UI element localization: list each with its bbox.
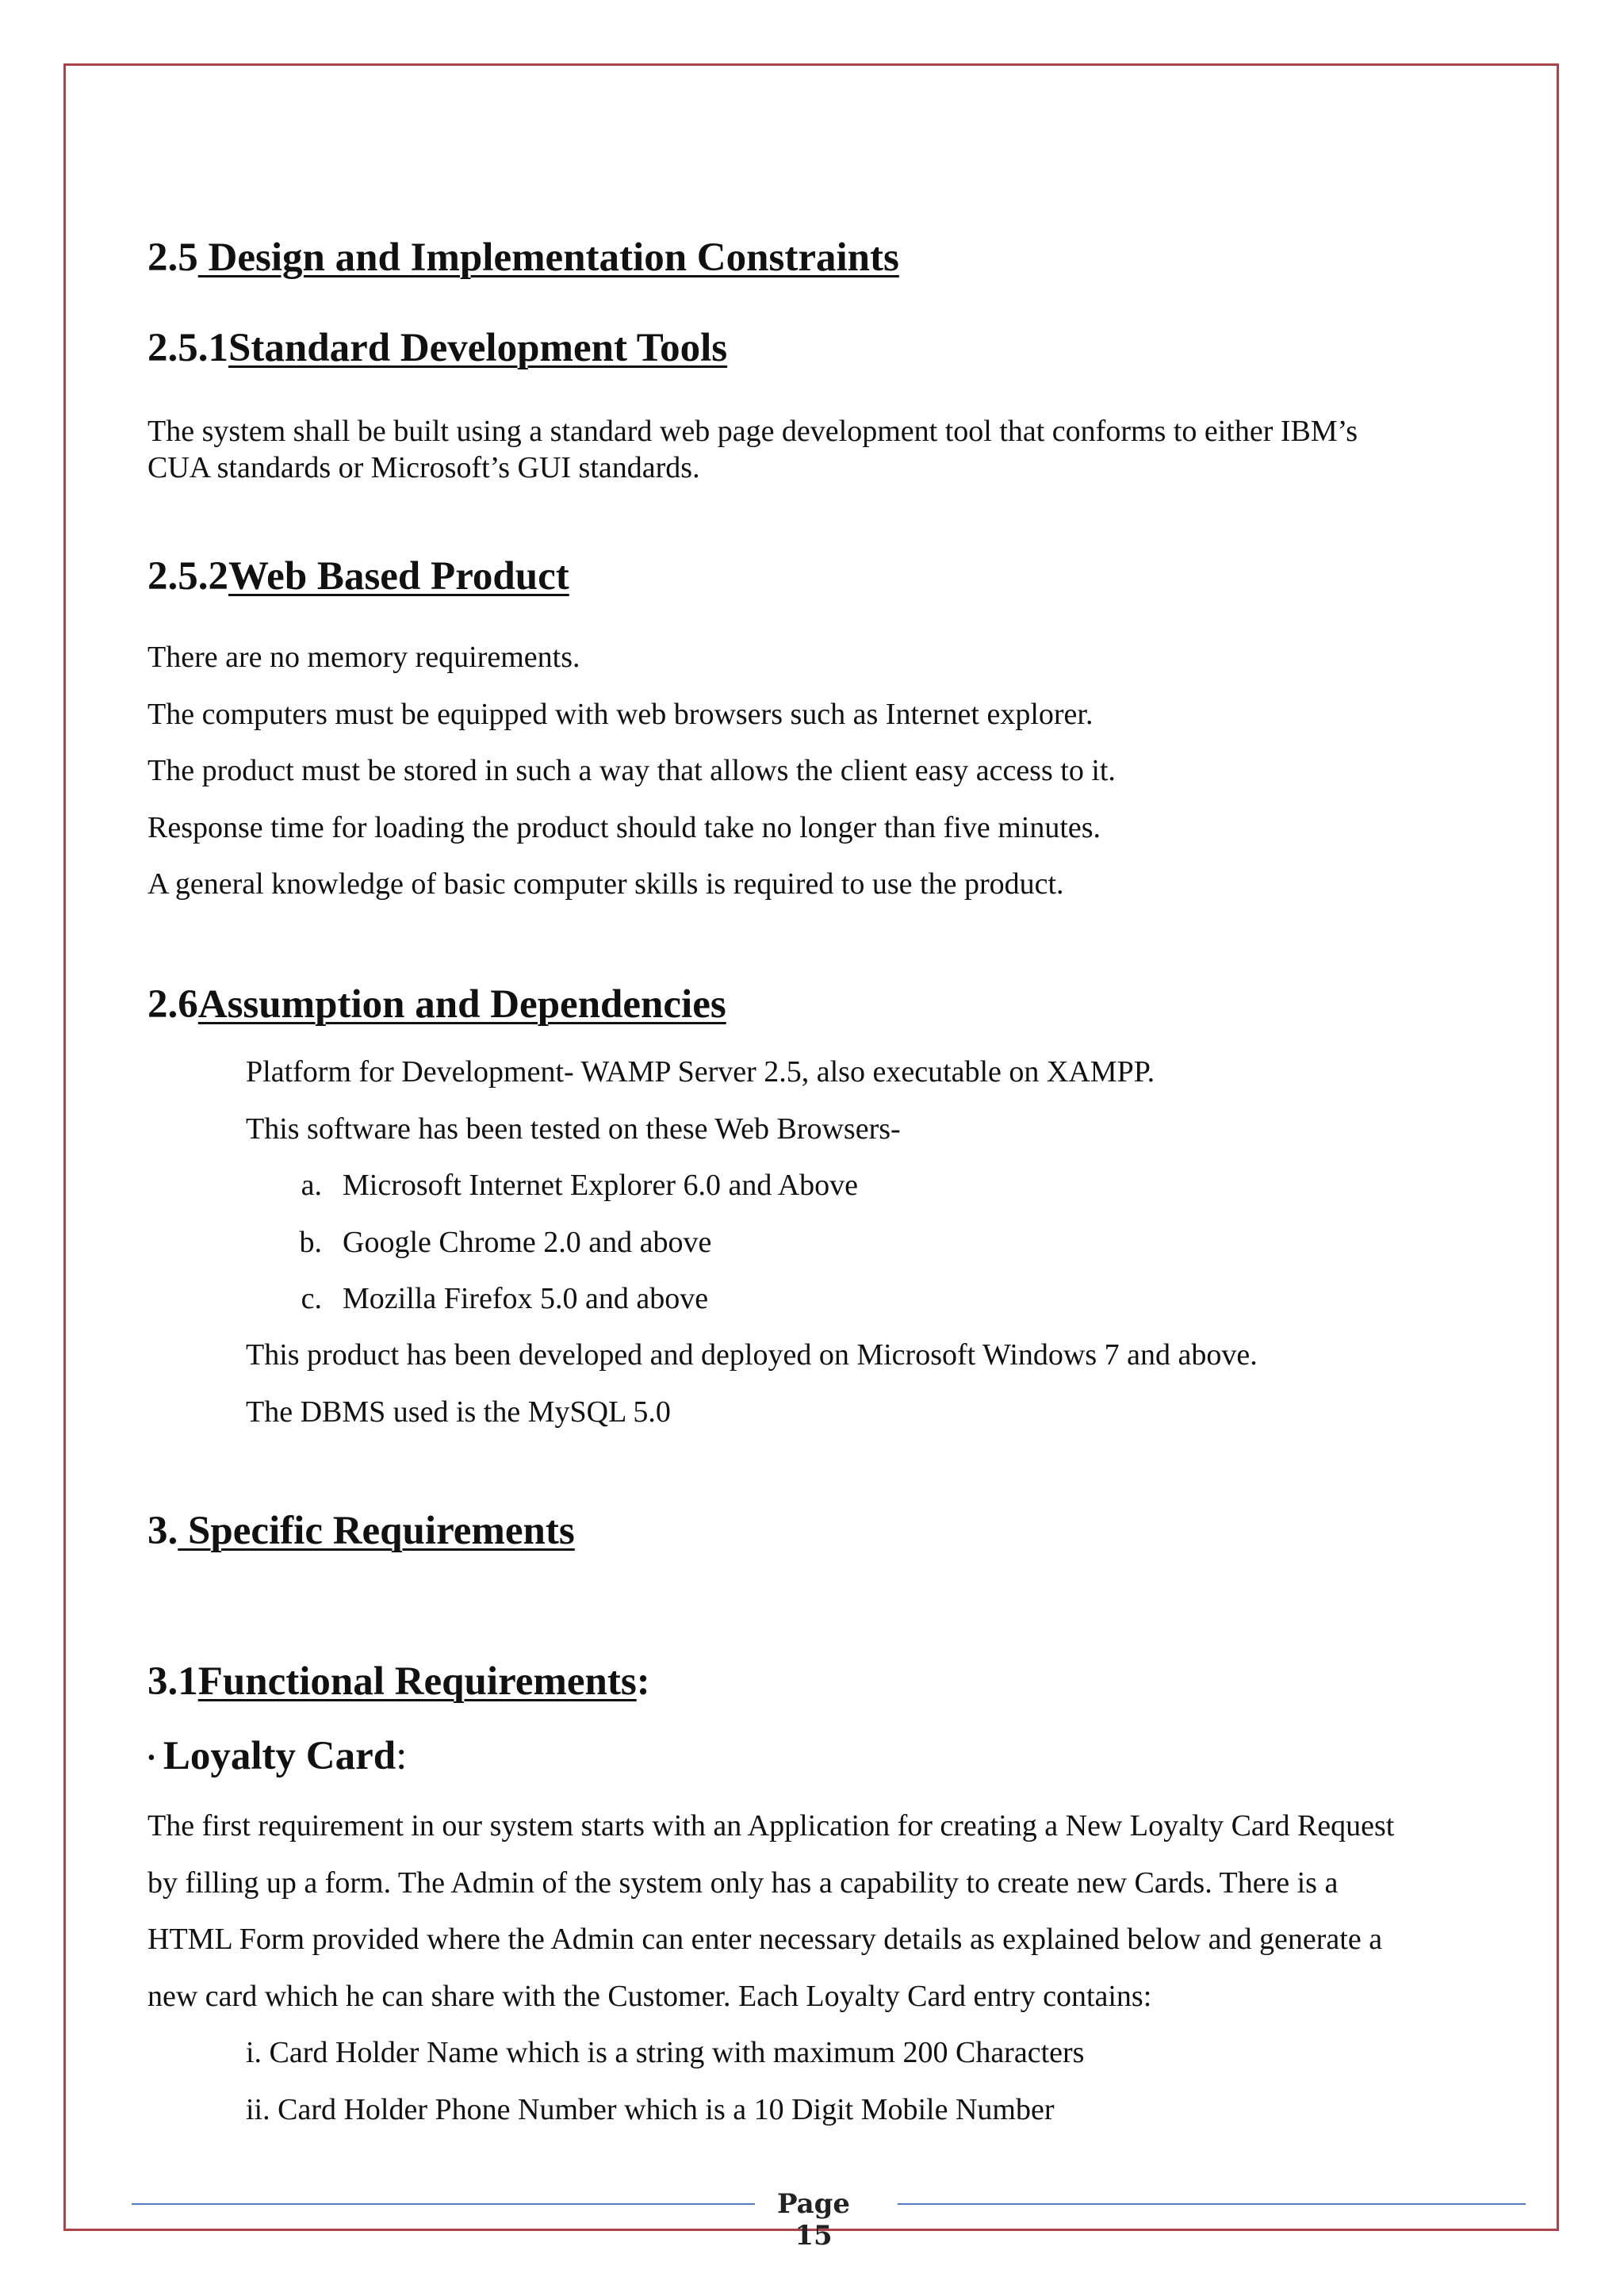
heading-2-6: 2.6Assumption and Dependencies <box>147 982 726 1027</box>
text-line: Platform for Development- WAMP Server 2.5, also executable on XAMPP. <box>246 1055 1155 1089</box>
paragraph-web-product <box>147 629 1116 913</box>
heading-2-5-1: 2.5.1Standard Development Tools <box>147 326 728 370</box>
heading-2-5: 2.5 Design and Implementation Constraints <box>147 235 899 280</box>
heading-loyalty-card: • Loyalty Card: <box>147 1734 408 1778</box>
list-item <box>293 1158 1245 1215</box>
text-line: The DBMS used is the MySQL 5.0 <box>246 1395 671 1429</box>
footer-rule-left <box>132 2203 755 2205</box>
list-item: i. Card Holder Name which is a string with maximum 200 Characters <box>246 2036 1085 2069</box>
footer-rule-right <box>898 2203 1526 2205</box>
list-marker: c. <box>301 1282 322 1315</box>
heading-2-5-2: 2.5.2Web Based Product <box>147 554 569 599</box>
text-line: Response time for loading the product should take no longer than five minutes. <box>147 810 1101 844</box>
text-line: The product must be stored in such a way that allows the client easy access to it. <box>147 754 1116 787</box>
list-item <box>293 1271 1245 1328</box>
page-number: Page 15 <box>776 2188 851 2252</box>
text-line: This product has been developed and deployed on Microsoft Windows 7 and above. <box>246 1338 1258 1372</box>
text-line: The system shall be built using a standard web page development tool that conforms to either IBM’s <box>147 415 1358 448</box>
bullet-marker: • <box>147 1746 155 1770</box>
list-item: ii. Card Holder Phone Number which is a 10 Digit Mobile Number <box>246 2092 1055 2126</box>
text-line: by filling up a form. The Admin of the system only has a capability to create new Cards. There is a <box>147 1866 1339 1900</box>
paragraph-assumptions-outro <box>246 1327 1258 1441</box>
list-text: Google Chrome 2.0 and above <box>343 1225 712 1259</box>
text-line: new card which he can share with the Customer. Each Loyalty Card entry contains: <box>147 1979 1152 2013</box>
list-text: Microsoft Internet Explorer 6.0 and Above <box>343 1169 859 1202</box>
text-line: A general knowledge of basic computer skills is required to use the product. <box>147 867 1064 901</box>
text-line: The computers must be equipped with web browsers such as Internet explorer. <box>147 697 1094 731</box>
text-line: CUA standards or Microsoft’s GUI standards. <box>147 450 700 484</box>
paragraph-assumptions-intro <box>246 1044 1155 1158</box>
heading-3: 3. Specific Requirements <box>147 1509 575 1553</box>
text-line: HTML Form provided where the Admin can enter necessary details as explained below and generate a <box>147 1923 1383 1956</box>
list-marker: b. <box>299 1225 322 1259</box>
browser-list <box>293 1158 1245 1328</box>
list-marker: a. <box>301 1169 322 1202</box>
list-text: Mozilla Firefox 5.0 and above <box>343 1282 709 1315</box>
text-line: The first requirement in our system starts with an Application for creating a New Loyalty Card Request <box>147 1809 1395 1843</box>
heading-3-1: 3.1Functional Requirements: <box>147 1659 650 1704</box>
text-line: There are no memory requirements. <box>147 641 580 674</box>
paragraph-dev-tools <box>147 414 1358 486</box>
paragraph-loyalty-card <box>147 1798 1394 2025</box>
list-item <box>293 1215 1245 1272</box>
text-line: This software has been tested on these Web Browsers- <box>246 1112 901 1146</box>
loyalty-card-fields <box>246 2025 1084 2138</box>
